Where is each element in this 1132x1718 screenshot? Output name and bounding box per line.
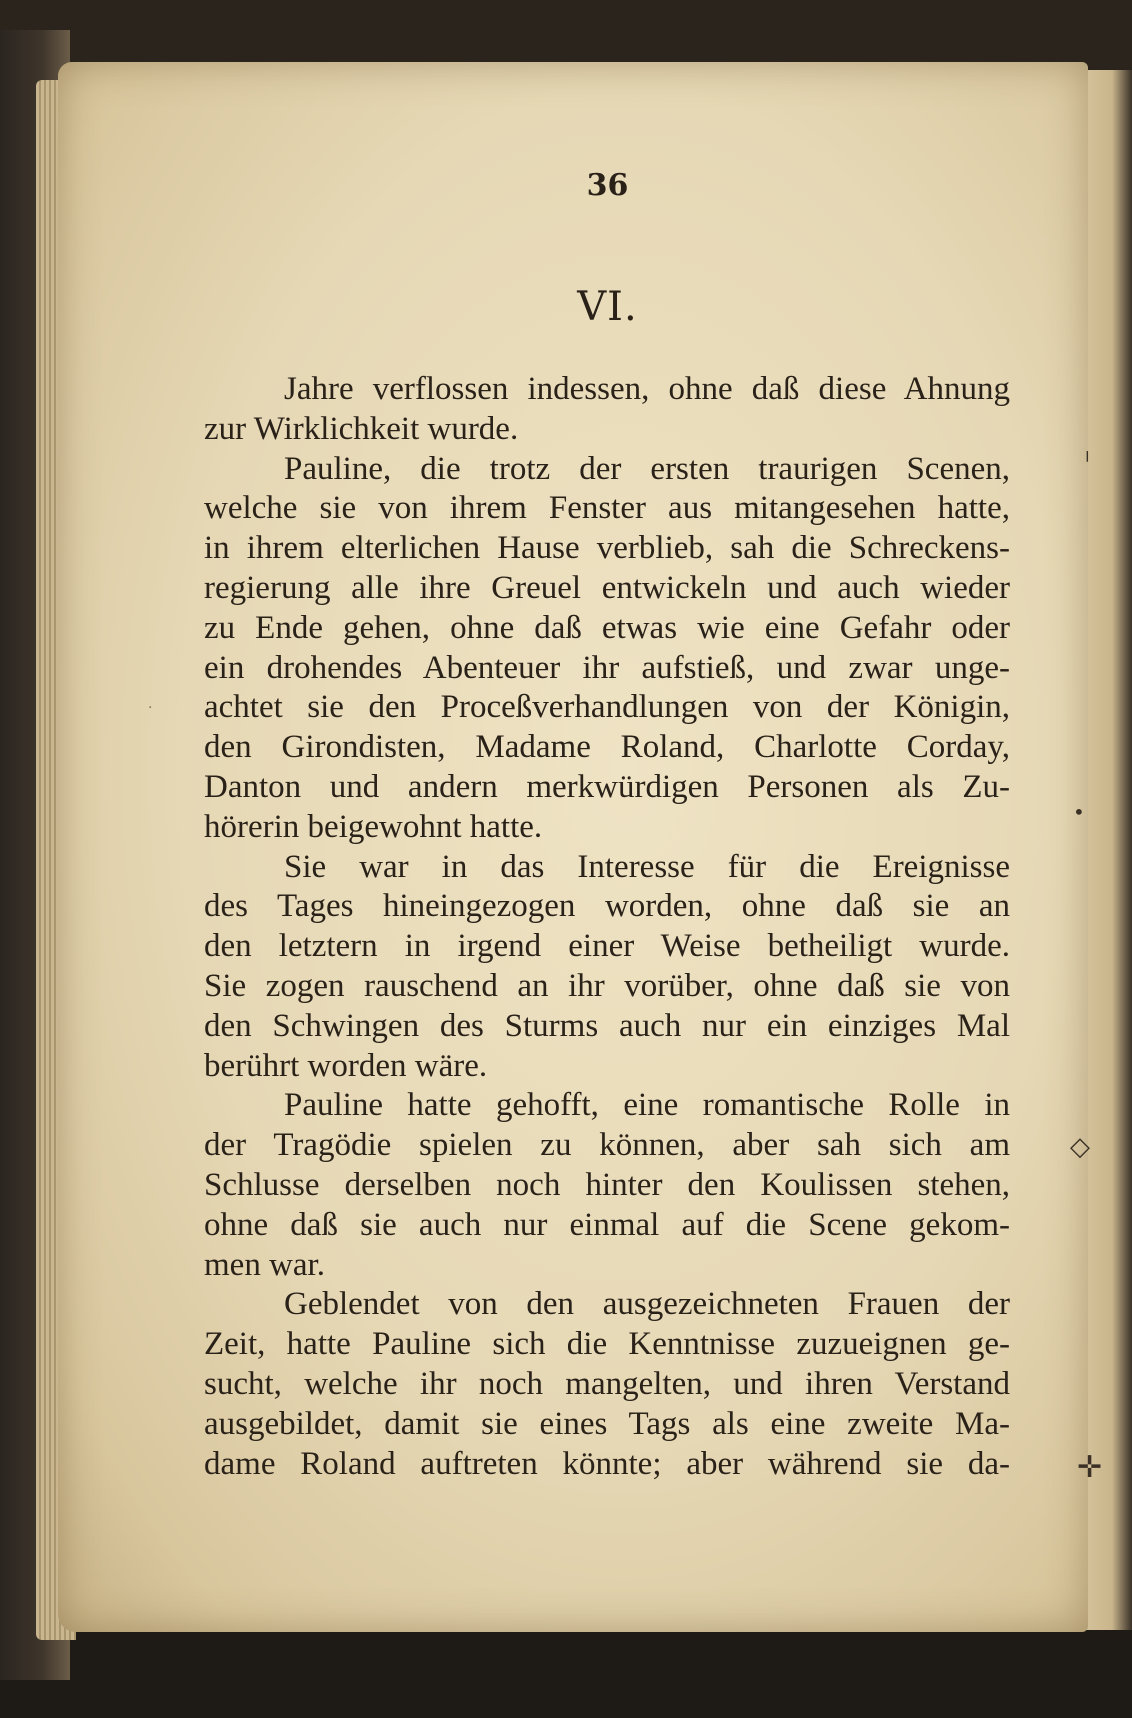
text-line: in ihrem elterlichen Hause verblieb, sah die Schreckens- [204,530,1010,567]
text-line: Zeit, hatte Pauline sich die Kenntnisse zuzueignen ge- [204,1326,1010,1363]
margin-mark-icon: • [1073,800,1085,824]
margin-mark-icon: · [148,700,153,716]
text-line: berührt worden wäre. [204,1047,488,1084]
text-line: ein drohendes Abenteuer ihr aufstieß, und zwar unge- [204,649,1010,686]
text-line: des Tages hineingezogen worden, ohne daß sie an [204,888,1010,925]
text-line: Danton und andern merkwürdigen Personen als Zu- [204,768,1010,805]
text-line: ohne daß sie auch nur einmal auf die Scene gekom- [204,1206,1010,1243]
text-line: Pauline, die trotz der ersten traurigen Scenen, [284,450,1010,487]
margin-mark-icon: ✛ [1077,1450,1103,1485]
text-line: der Tragödie spielen zu können, aber sah sich am [204,1127,1010,1164]
text-line: zur Wirklichkeit wurde. [204,410,519,447]
text-line: welche sie von ihrem Fenster aus mitangesehen hatte, [204,490,1010,527]
text-line: den Schwingen des Sturms auch nur ein einziges Mal [204,1007,1010,1044]
text-line: sucht, welche ihr noch mangelten, und ihren Verstand [204,1365,1010,1402]
margin-mark-icon: ╵ [1082,452,1093,473]
text-line: Geblendet von den ausgezeichneten Frauen der [284,1286,1010,1323]
text-line: Pauline hatte gehofft, eine romantische Rolle in [284,1087,1010,1124]
text-line: regierung alle ihre Greuel entwickeln und auch wieder [204,569,1010,606]
text-line: achtet sie den Proceßverhandlungen von der Königin, [204,689,1010,726]
chapter-heading: VI. [577,284,638,330]
text-line: den letztern in irgend einer Weise betheiligt wurde. [204,928,1010,965]
text-line: hörerin beigewohnt hatte. [204,808,543,845]
text-line: dame Roland auftreten könnte; aber während sie da- [204,1445,1010,1482]
text-line: zu Ende gehen, ohne daß etwas wie eine Gefahr oder [204,609,1010,646]
text-line: ausgebildet, damit sie eines Tags als eine zweite Ma- [204,1405,1010,1442]
text-line: Sie zogen rauschend an ihr vorüber, ohne daß sie von [204,967,1010,1004]
body-text [204,370,1010,1484]
margin-mark-icon: ◇ [1070,1132,1090,1162]
page-number: 36 [586,168,629,203]
text-line: Jahre verflossen indessen, ohne daß diese Ahnung [284,371,1010,407]
text-line: den Girondisten, Madame Roland, Charlotte Corday, [204,729,1010,766]
text-line: Sie war in das Interesse für die Ereignisse [284,848,1010,885]
text-line: Schlusse derselben noch hinter den Koulissen stehen, [204,1166,1010,1203]
text-line: men war. [204,1246,325,1283]
